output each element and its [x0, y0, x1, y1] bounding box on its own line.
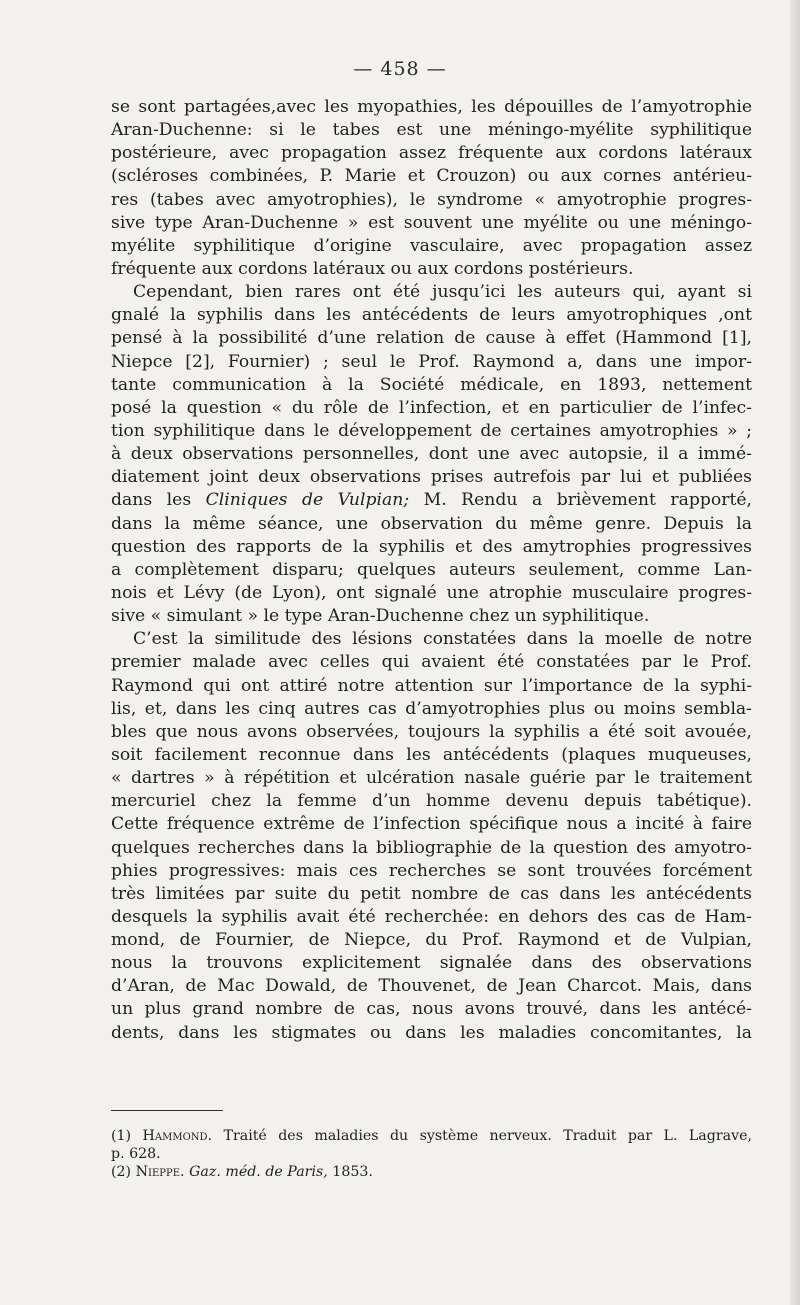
- text-line: mercuriel chez la femme d’un homme devenu depuis tabétique).: [111, 791, 752, 812]
- text-line: très limitées par suite du petit nombre de cas dans les antécédents: [111, 883, 752, 904]
- text-line: sive type Aran-Duchenne » est souvent une myélite ou une méningo-: [111, 212, 752, 233]
- text-line: a complètement disparu; quelques auteurs seulement, comme Lan-: [111, 559, 752, 580]
- footnote-1-continuation: p. 628.: [111, 1146, 161, 1162]
- text-line: res (tabes avec amyotrophies), le syndrome « amyotrophie progres-: [111, 189, 752, 210]
- text-line: Niepce [2], Fournier) ; seul le Prof. Raymond a, dans une impor-: [111, 351, 752, 372]
- text-line: sive « simulant » le type Aran-Duchenne chez un syphilitique.: [111, 606, 650, 627]
- text-line: phies progressives: mais ces recherches se sont trouvées forcément: [111, 860, 752, 881]
- text-line: nous la trouvons explicitement signalée dans des observations: [111, 953, 752, 974]
- text-line: pensé à la possibilité d’une relation de cause à effet (Hammond [1],: [111, 328, 752, 349]
- text-line: lis, et, dans les cinq autres cas d’amyotrophies plus ou moins sembla-: [111, 698, 752, 719]
- footnotes: [111, 1127, 752, 1181]
- text-segment: M. Rendu a brièvement rapporté,: [409, 490, 752, 511]
- text-segment: dans les: [111, 490, 206, 511]
- text-line: se sont partagées,avec les myopathies, les dépouilles de l’amyotrophie: [111, 97, 752, 117]
- footnote-1-number: (1): [111, 1128, 132, 1144]
- footnote-2-author: Nieppe.: [135, 1164, 185, 1180]
- text-line: gnalé la syphilis dans les antécédents de leurs amyotrophiques ,ont: [111, 305, 752, 326]
- text-line: C’est la similitude des lésions constatées dans la moelle de notre: [133, 629, 752, 650]
- text-line: à deux observations personnelles, dont une avec autopsie, il a immé-: [111, 444, 752, 465]
- text-line: Raymond qui ont attiré notre attention sur l’importance de la syphi-: [111, 675, 752, 696]
- text-line: desquels la syphilis avait été recherchée: en dehors des cas de Ham-: [111, 906, 752, 927]
- text-line: Cependant, bien rares ont été jusqu’ici les auteurs qui, ayant si: [133, 282, 752, 303]
- text-line: un plus grand nombre de cas, nous avons trouvé, dans les antécé-: [111, 999, 752, 1020]
- text-line: (scléroses combinées, P. Marie et Crouzon) ou aux cornes antérieu-: [111, 166, 752, 187]
- text-line: bles que nous avons observées, toujours la syphilis a été soit avouée,: [111, 721, 752, 742]
- text-line: d’Aran, de Mac Dowald, de Thouvenet, de Jean Charcot. Mais, dans: [111, 976, 752, 997]
- italic-title: Cliniques de Vulpian;: [205, 490, 410, 511]
- text-line: postérieure, avec propagation assez fréquente aux cordons latéraux: [111, 143, 752, 164]
- text-line: tion syphilitique dans le développement de certaines amyotrophies » ;: [111, 420, 752, 441]
- footnote-2-journal: Gaz. méd. de Paris,: [189, 1164, 328, 1180]
- page-number: — 458 —: [353, 58, 447, 80]
- text-line: Aran-Duchenne: si le tabes est une méningo-myélite syphilitique: [111, 120, 752, 141]
- text-line: question des rapports de la syphilis et des amytrophies progressives: [111, 536, 752, 557]
- text-line: soit facilement reconnue dans les antécédents (plaques muqueuses,: [111, 744, 752, 765]
- text-line: Cette fréquence extrême de l’infection spécifique nous a incité à faire: [111, 814, 752, 835]
- footnote-1-text: Traité des maladies du système nerveux. Traduit par L. Lagrave,: [223, 1128, 753, 1144]
- footnote-2-number: (2): [111, 1164, 132, 1180]
- text-line: mond, de Fournier, de Niepce, du Prof. Raymond et de Vulpian,: [111, 930, 752, 951]
- text-line: dans la même séance, une observation du même genre. Depuis la: [111, 513, 752, 534]
- text-line: fréquente aux cordons latéraux ou aux cordons postérieurs.: [111, 258, 634, 279]
- text-line: premier malade avec celles qui avaient été constatées par le Prof.: [111, 652, 752, 673]
- text-line: dents, dans les stigmates ou dans les maladies concomitantes, la: [111, 1022, 752, 1043]
- text-line: [111, 489, 752, 512]
- footnote-1-author: Hammond.: [142, 1128, 213, 1144]
- footnote-1: [111, 1127, 752, 1145]
- page-edge-shadow: [790, 0, 800, 1305]
- footnote-2: [111, 1163, 752, 1181]
- text-line: myélite syphilitique d’origine vasculaire, avec propagation assez: [111, 235, 752, 256]
- footnote-2-year: 1853.: [332, 1164, 373, 1180]
- text-line: tante communication à la Société médicale, en 1893, nettement: [111, 374, 752, 395]
- text-line: diatement joint deux observations prises autrefois par lui et publiées: [111, 467, 752, 488]
- body-text: [111, 96, 752, 1045]
- text-line: « dartres » à répétition et ulcération nasale guérie par le traitement: [111, 768, 752, 789]
- text-line: nois et Lévy (de Lyon), ont signalé une atrophie musculaire progres-: [111, 582, 752, 603]
- text-line: posé la question « du rôle de l’infection, et en particulier de l’infec-: [111, 397, 752, 418]
- footnote-divider: [111, 1110, 223, 1111]
- text-line: quelques recherches dans la bibliographie de la question des amyotro-: [111, 837, 752, 858]
